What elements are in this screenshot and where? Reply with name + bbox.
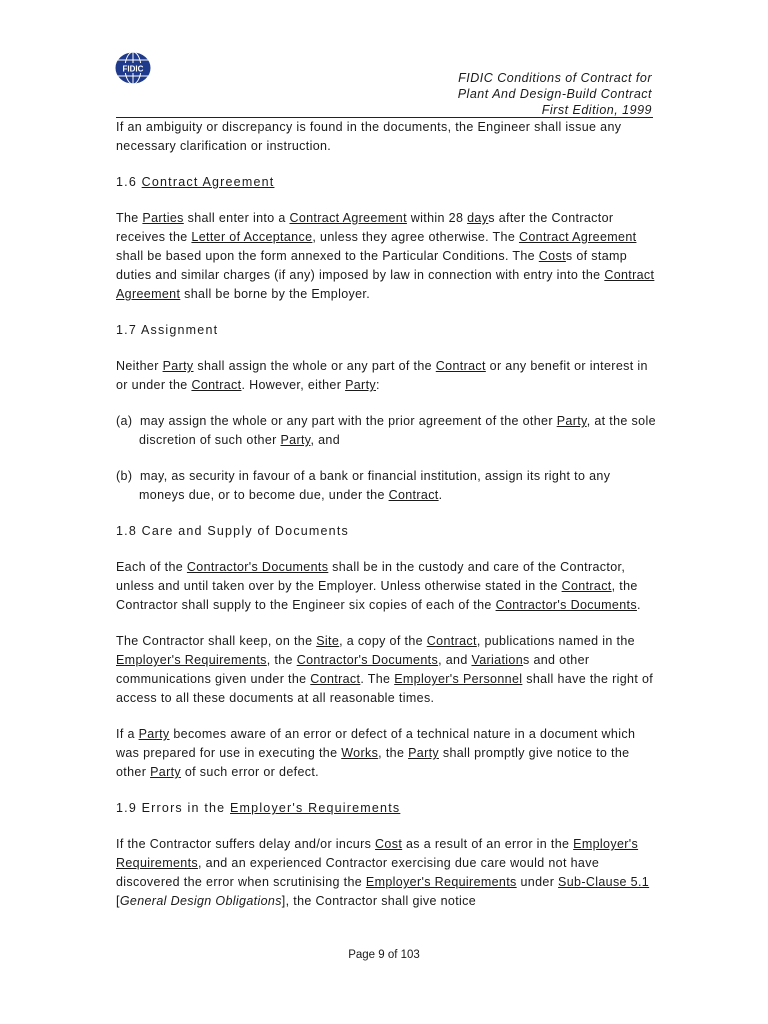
text-run: (a) may assign the whole or any part with the prior agreement of the other [116, 414, 557, 428]
text-run: If a [116, 727, 139, 741]
defined-term: Employer's Requirements [116, 837, 639, 870]
page-number: Page 9 of 103 [348, 949, 420, 961]
text-run: as a result of an error in the [402, 837, 574, 851]
text-run: of such error or defect. [181, 765, 319, 779]
text-run: s and other communications given under the [116, 653, 590, 686]
paragraph-1-9 [116, 835, 656, 911]
text-run: shall promptly give notice to the other [116, 746, 630, 779]
text-run: s of stamp duties and similar charges (if any) imposed by law in connection with entry into the [116, 249, 628, 282]
text-run: The [116, 211, 143, 225]
defined-term: Party [150, 765, 182, 779]
defined-term: Parties [142, 211, 184, 225]
heading-1-9 [116, 799, 656, 818]
defined-term: Contractor's Documents [296, 653, 439, 667]
text-run: , unless they agree otherwise. The [312, 230, 519, 244]
defined-term: Employer's Requirements [365, 875, 517, 889]
defined-term: Cost [538, 249, 566, 263]
text-run: (b) may, as security in favour of a bank or financial institution, assign its right to any moneys due, or to become due, under the [116, 469, 611, 502]
text-run: . [438, 488, 443, 502]
text-run: , and [310, 433, 341, 447]
text-run: 1.6 [116, 175, 142, 189]
document-body [116, 118, 656, 928]
text-run: 1.7 Assignment [116, 323, 219, 337]
defined-term: Contract [426, 634, 477, 648]
defined-term: Contractor's Documents [186, 560, 329, 574]
text-run: , the [378, 746, 409, 760]
heading-1-8 [116, 522, 656, 541]
text-run: ], the Contractor shall give notice [281, 894, 477, 908]
text-run: within 28 [406, 211, 468, 225]
text-run: shall be based upon the form annexed to the Particular Conditions. The [116, 249, 539, 263]
text-run: shall have the right of access to all these documents at all reasonable times. [116, 672, 654, 705]
header-line-3: First Edition, 1999 [541, 103, 652, 117]
defined-term: Contract [561, 579, 612, 593]
defined-term: Party [345, 378, 376, 392]
paragraph-ambiguity [116, 118, 656, 156]
header-line-1: FIDIC Conditions of Contract for [458, 71, 652, 85]
logo-text: FIDIC [122, 64, 144, 74]
text-run: , publications named in the [476, 634, 635, 648]
text-run: 1.8 Care and Supply of Documents [116, 524, 349, 538]
defined-term: Contract Agreement [518, 230, 637, 244]
defined-term: Party [162, 359, 194, 373]
text-run: . The [360, 672, 395, 686]
defined-term: Employer's Personnel [394, 672, 523, 686]
defined-term: Party [138, 727, 170, 741]
defined-term: Contractor's Documents [495, 598, 637, 612]
text-run: If an ambiguity or discrepancy is found in the documents, the Engineer shall issue any necessary clarification or instruction. [116, 120, 622, 153]
defined-term: Contract [191, 378, 242, 392]
defined-term: Party [280, 433, 311, 447]
text-run: 1.9 Errors in the [116, 801, 231, 815]
defined-term: Works [341, 746, 379, 760]
text-run: , and an experienced Contractor exercising due care would not have discovered the error when scrutinising the [116, 856, 600, 889]
defined-term: Site [316, 634, 340, 648]
paragraph-1-8-a [116, 558, 656, 615]
text-run: , and [438, 653, 472, 667]
italic-text: General Design Obligations [119, 894, 282, 908]
defined-term: Cost [375, 837, 403, 851]
defined-term: Employer's Requirements [230, 801, 401, 815]
paragraph-1-8-c [116, 725, 656, 782]
defined-term: Employer's Requirements [116, 653, 267, 667]
paragraph-1-6 [116, 209, 656, 304]
defined-term: Contract [388, 488, 439, 502]
text-run: shall assign the whole or any part of the [193, 359, 436, 373]
text-run: . However, either [241, 378, 346, 392]
defined-term: Contract [310, 672, 361, 686]
list-item-a [116, 412, 656, 450]
defined-term: Letter of Acceptance [191, 230, 313, 244]
defined-term: Contract Agreement [289, 211, 407, 225]
paragraph-1-7 [116, 357, 656, 395]
defined-term: Contract Agreement [116, 268, 655, 301]
defined-term: Party [556, 414, 587, 428]
text-run: : [376, 378, 380, 392]
text-run: If the Contractor suffers delay and/or incurs [116, 837, 376, 851]
text-run: . [636, 598, 641, 612]
text-run: Neither [116, 359, 163, 373]
document-header [458, 70, 652, 118]
defined-term: Variation [471, 653, 524, 667]
text-run: [ [116, 894, 120, 908]
defined-term: Contract Agreement [141, 175, 275, 189]
text-run: , at the sole discretion of such other [139, 414, 656, 447]
header-line-2: Plant And Design-Build Contract [457, 87, 652, 101]
text-run: Each of the [116, 560, 187, 574]
paragraph-1-8-b [116, 632, 656, 708]
defined-term: Party [408, 746, 440, 760]
text-run: , the Contractor shall supply to the Engineer six copies of each of the [116, 579, 638, 612]
text-run: s after the Contractor receives the [116, 211, 614, 244]
text-run: shall be in the custody and care of the Contractor, unless and until taken over by the Employer. Unless otherwise stated in the [116, 560, 626, 593]
list-item-b [116, 467, 656, 505]
text-run: or any benefit or interest in or under the [116, 359, 648, 392]
text-run: becomes aware of an error or defect of a technical nature in a document which was prepared for use in executing the [116, 727, 636, 760]
heading-1-6 [116, 173, 656, 192]
text-run: The Contractor shall keep, on the [116, 634, 317, 648]
text-run: , a copy of the [339, 634, 427, 648]
text-run: under [516, 875, 559, 889]
fidic-logo [113, 50, 153, 86]
text-run: shall be borne by the Employer. [180, 287, 371, 301]
heading-1-7 [116, 321, 656, 340]
defined-term: Sub-Clause 5.1 [558, 875, 650, 889]
defined-term: Contract [435, 359, 486, 373]
defined-term: day [467, 211, 489, 225]
text-run: , the [266, 653, 297, 667]
text-run: shall enter into a [183, 211, 290, 225]
